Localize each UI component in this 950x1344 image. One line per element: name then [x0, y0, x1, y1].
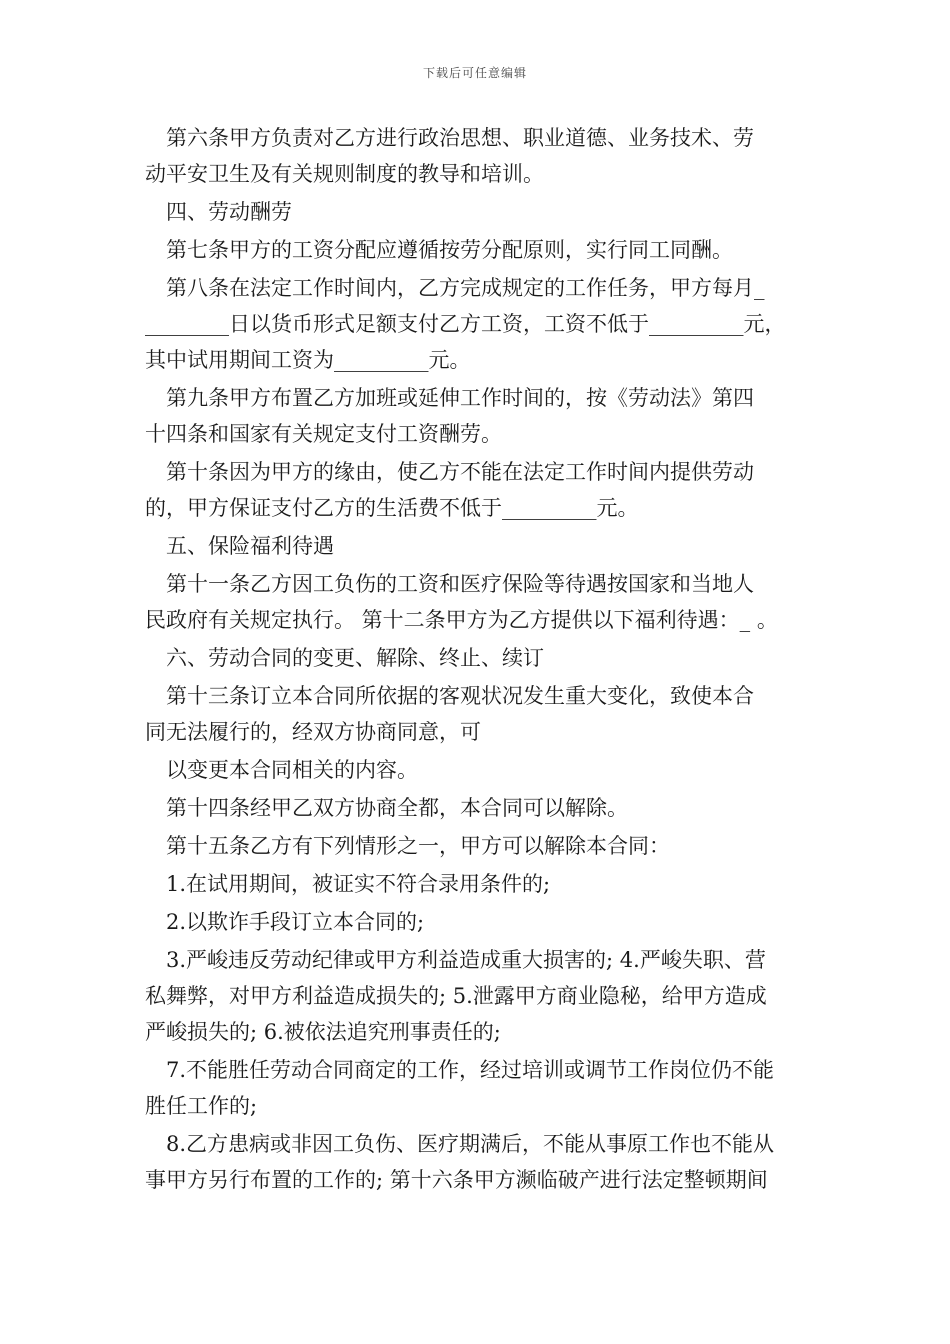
text-line: 第十一条乙方因工负伤的工资和医疗保险等待遇按国家和当地人: [145, 572, 754, 596]
text-line: 8.乙方患病或非因工负伤、医疗期满后，不能从事原工作也不能从: [145, 1132, 775, 1156]
paragraph: [145, 194, 815, 230]
paragraph: [145, 790, 815, 826]
text-line: 第十五条乙方有下列情形之一，甲方可以解除本合同：: [145, 834, 670, 858]
paragraph: [145, 566, 815, 638]
text-line: 六、劳动合同的变更、解除、终止、续订: [145, 646, 544, 670]
paragraph: [145, 528, 815, 564]
paragraph: [145, 904, 815, 940]
page-header: 下载后可任意编辑: [422, 66, 527, 80]
text-line: 第八条在法定工作时间内，乙方完成规定的工作任务，甲方每月_: [145, 276, 765, 300]
text-line: 事甲方另行布置的工作的; 第十六条甲方濒临破产进行法定整顿期间: [145, 1168, 768, 1192]
text-line: 其中试用期间工资为_________元。: [145, 348, 471, 372]
text-line: 严峻损失的; 6.被依法追究刑事责任的;: [145, 1020, 501, 1044]
paragraph: [145, 380, 815, 452]
paragraph: [145, 1052, 815, 1124]
text-line: 胜任工作的;: [145, 1094, 258, 1118]
paragraph: [145, 866, 815, 902]
text-line: 3.严峻违反劳动纪律或甲方利益造成重大损害的; 4.严峻失职、营: [145, 948, 766, 972]
text-line: 民政府有关规定执行。 第十二条甲方为乙方提供以下福利待遇：_ 。: [145, 608, 778, 632]
text-line: 五、保险福利待遇: [145, 534, 334, 558]
paragraph: [145, 752, 815, 788]
text-line: 第六条甲方负责对乙方进行政治思想、职业道德、业务技术、劳: [145, 126, 754, 150]
paragraph: [145, 942, 815, 1050]
text-line: 同无法履行的，经双方协商同意，可: [145, 720, 481, 744]
text-line: 1.在试用期间，被证实不符合录用条件的;: [145, 872, 551, 896]
paragraph: [145, 678, 815, 750]
paragraph: [145, 232, 815, 268]
text-line: 2.以欺诈手段订立本合同的;: [145, 910, 425, 934]
text-line: 以变更本合同相关的内容。: [145, 758, 418, 782]
text-line: 第十三条订立本合同所依据的客观状况发生重大变化，致使本合: [145, 684, 754, 708]
text-line: 第七条甲方的工资分配应遵循按劳分配原则，实行同工同酬。: [145, 238, 733, 262]
text-line: 私舞弊，对甲方利益造成损失的; 5.泄露甲方商业隐秘，给甲方造成: [145, 984, 767, 1008]
text-line: 第十条因为甲方的缘由，使乙方不能在法定工作时间内提供劳动: [145, 460, 754, 484]
paragraph: [145, 270, 815, 378]
paragraph: [145, 120, 815, 192]
text-line: 动平安卫生及有关规则制度的教导和培训。: [145, 162, 544, 186]
paragraph: [145, 454, 815, 526]
paragraph: [145, 828, 815, 864]
text-line: 第十四条经甲乙双方协商全都，本合同可以解除。: [145, 796, 628, 820]
text-line: ________日以货币形式足额支付乙方工资，工资不低于_________元，: [145, 312, 786, 336]
text-line: 第九条甲方布置乙方加班或延伸工作时间的，按《劳动法》第四: [145, 386, 754, 410]
paragraph: [145, 640, 815, 676]
text-line: 的，甲方保证支付乙方的生活费不低于_________元。: [145, 496, 639, 520]
text-line: 四、劳动酬劳: [145, 200, 292, 224]
paragraph: [145, 1126, 815, 1198]
document-body: [145, 120, 815, 1200]
text-line: 十四条和国家有关规定支付工资酬劳。: [145, 422, 502, 446]
text-line: 7.不能胜任劳动合同商定的工作，经过培训或调节工作岗位仍不能: [145, 1058, 775, 1082]
